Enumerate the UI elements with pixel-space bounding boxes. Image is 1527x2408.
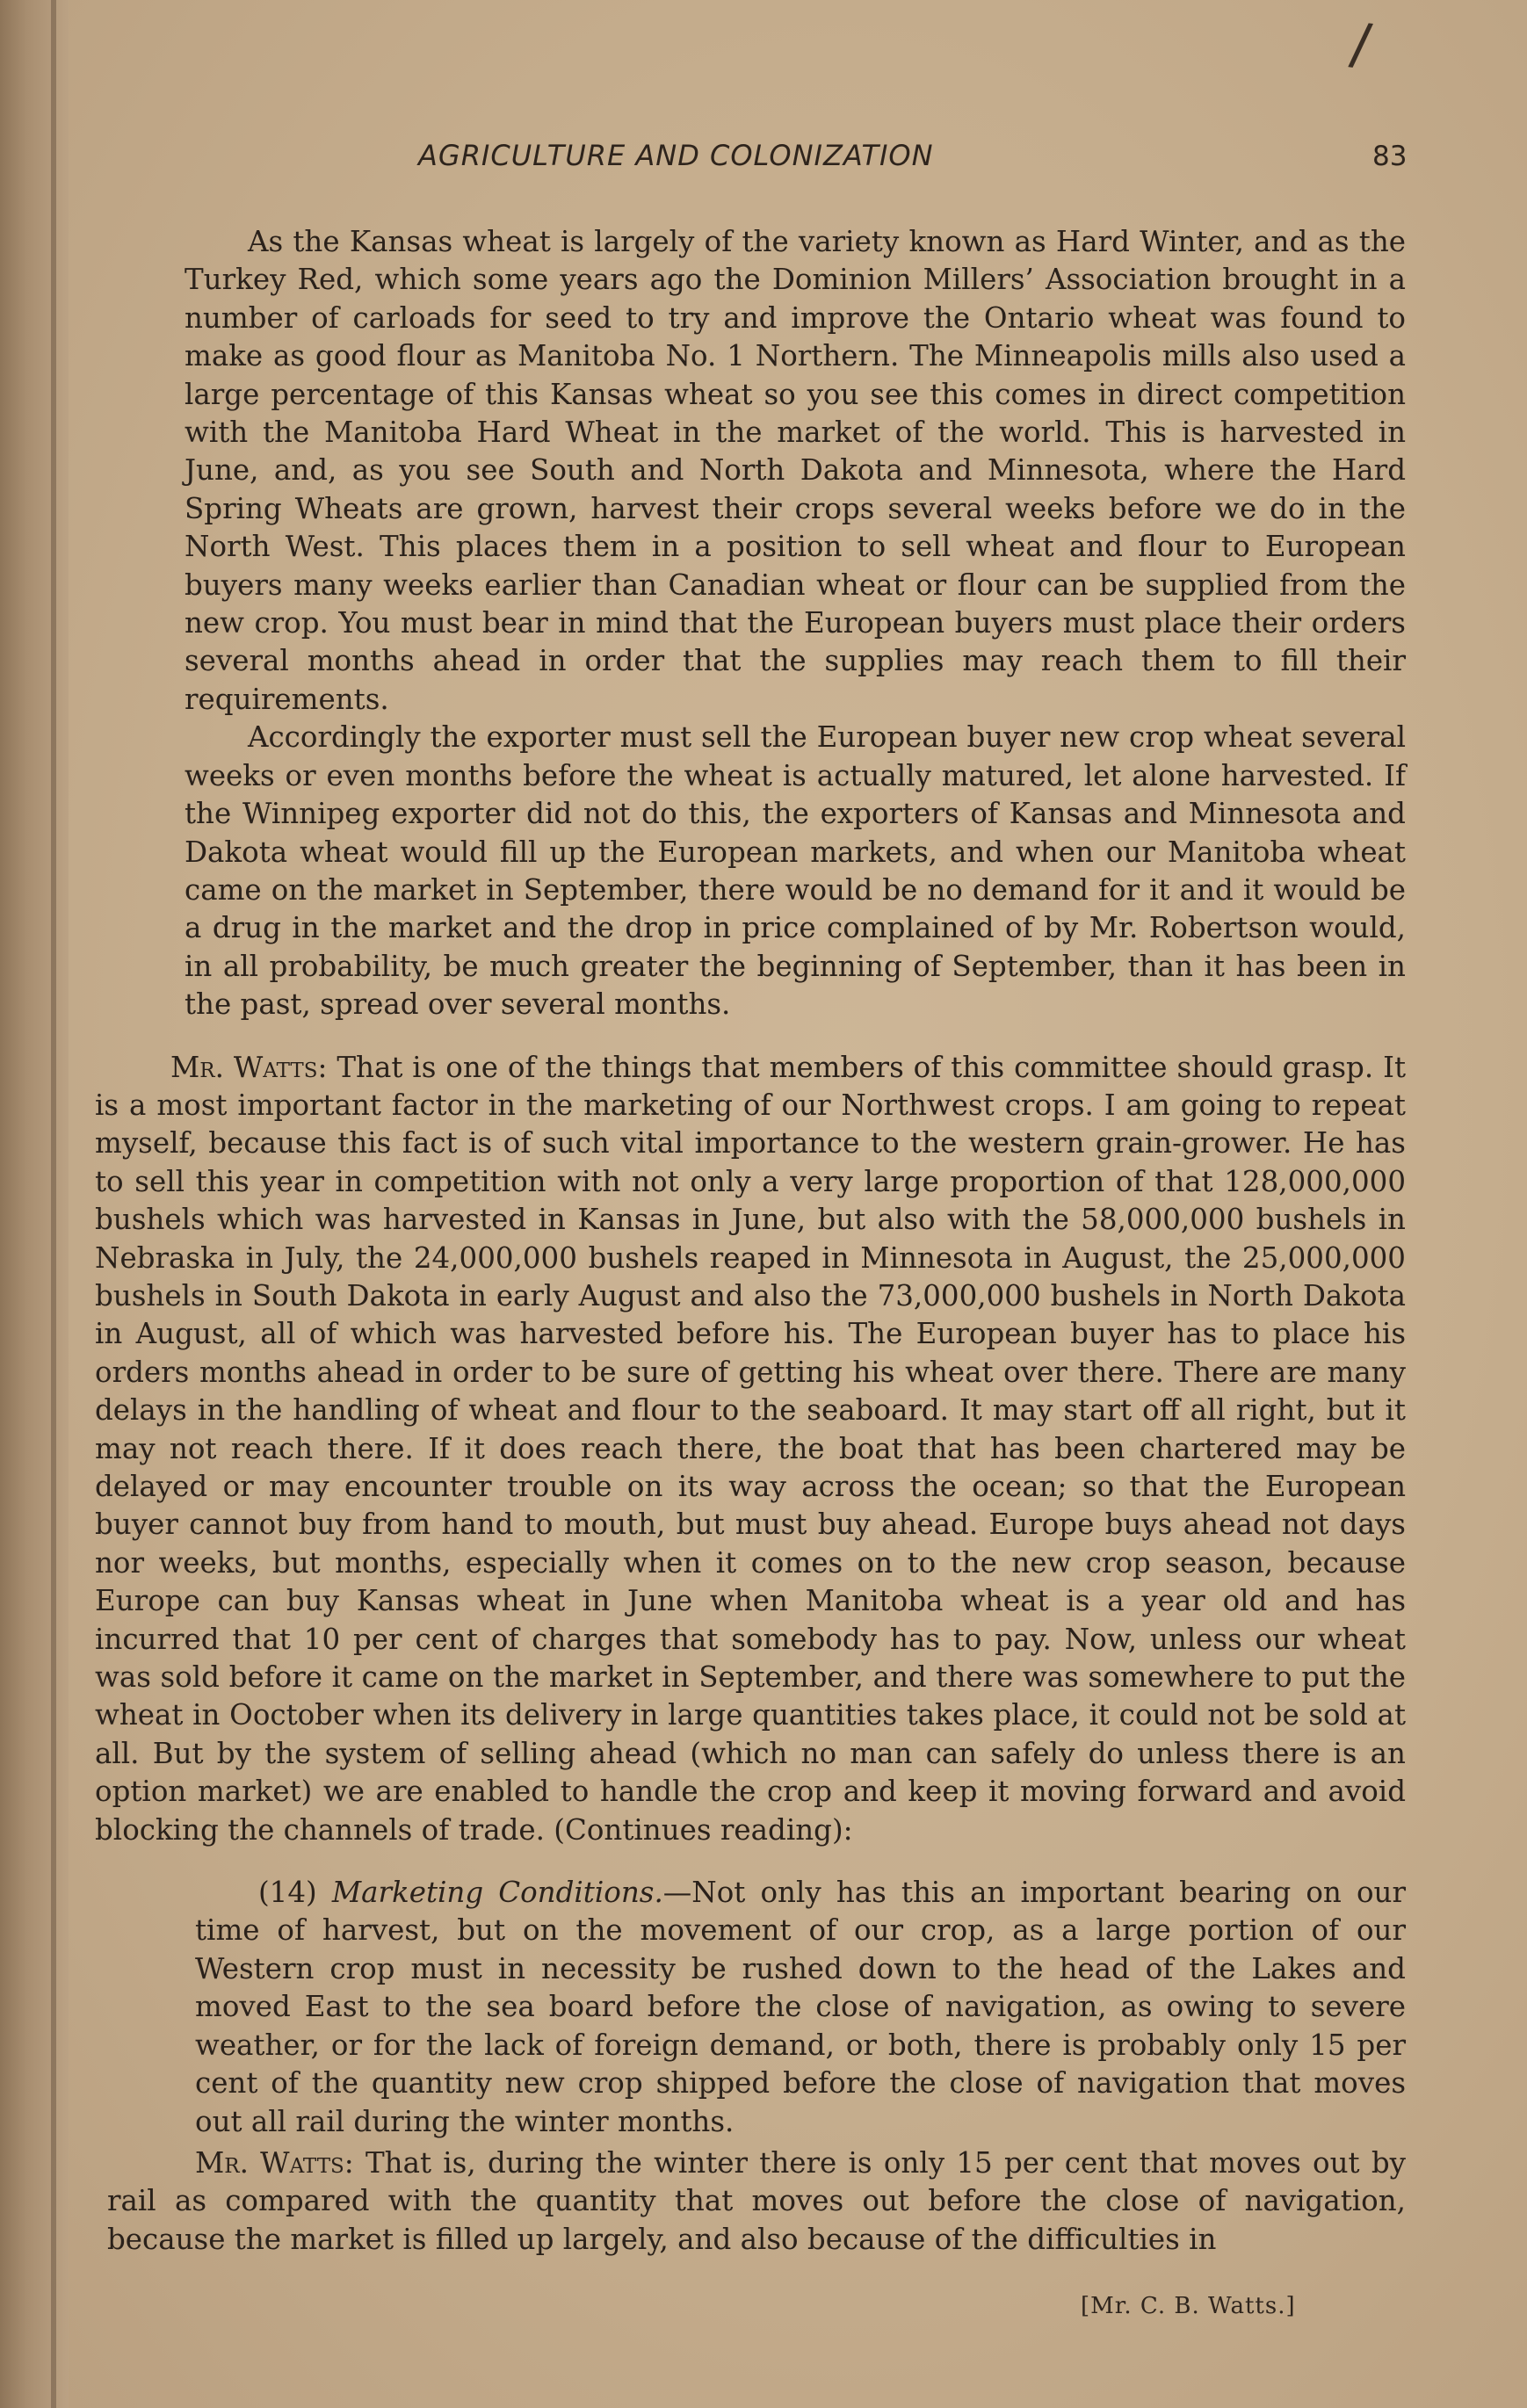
paragraph-watts-2	[107, 2144, 1406, 2259]
running-head: AGRICULTURE AND COLONIZATION	[418, 139, 934, 172]
page-number: 83	[1372, 141, 1408, 172]
paragraph-text: That is, during the winter there is only 15 per cent that moves out by rail as compared with the quantity that moves out before the close of navigation, because the market is filled up largely, and also because of the difficulties in	[107, 2145, 1407, 2256]
page-binding-edge	[0, 0, 69, 2408]
speaker-attribution: [Mr. C. B. Watts.]	[1081, 2293, 1296, 2319]
binding-shadow	[51, 0, 56, 2408]
paragraph-text: —Not only has this an important bearing on our time of harvest, but on the movement of our crop, as a large portion of our Western crop must in necessity be rushed down to the head of the Lakes and moved East to the sea board before the close of navigation, as owing to severe weather, or for the lack of foreign demand, or both, there is probably only 15 per cent of the quantity new crop shipped before the close of navigation that moves out all rail during the winter months.	[195, 1876, 1407, 2138]
paragraph-marketing-conditions	[195, 1874, 1406, 2141]
paragraph-kansas-wheat: As the Kansas wheat is largely of the variety known as Hard Winter, and as the Turkey Red, which some years ago the Dominion Millers’ Association brought in a number of carloads for seed to try and improve the Ontario wheat was found to make as good flour as Manitoba No. 1 Northern. The Minneapolis mills also used a large percentage of this Kansas wheat so you see this comes in direct competition with the Manitoba Hard Wheat in the market of the world. This is harvested in June, and, as you see South and North Dakota and Minnesota, where the Hard Spring Wheats are grown, harvest their crops several weeks before we do in the North West. This places them in a position to sell wheat and flour to European buyers many weeks earlier than Canadian wheat or flour can be supplied from the new crop. You must bear in mind that the European buyers must place their orders several months ahead in order that the supplies may reach them to fill their requirements.	[185, 225, 1406, 716]
pencil-mark: /	[1346, 11, 1375, 79]
speaker-name: Mr. Watts:	[170, 1050, 328, 1084]
section-title: Marketing Conditions.	[331, 1876, 663, 1910]
paragraph-text: That is one of the things that members of this committee should grasp. It is a most important factor in the marketing of our Northwest crops. I am going to repeat myself, because this fact is of such vital importance to the western grain-grower. He has to sell this year in competition with not only a very large proportion of that 128,000,000 bushels which was harvested in Kansas in June, but also with the 58,000,000 bushels in Nebraska in July, the 24,000,000 bushels reaped in Minnesota in August, the 25,000,000 bushels in South Dakota in early August and also the 73,000,000 bushels in North Dakota in August, all of which was harvested before his. The European buyer has to place his orders months ahead in order to be sure of getting his wheat over there. There are many delays in the handling of wheat and flour to the seaboard. It may start off all right, but it may not reach there. If it does reach there, the boat that has been chartered may be delayed or may encounter trouble on its way across the ocean; so that the European buyer cannot buy from hand to mouth, but must buy ahead. Europe buys ahead not days nor weeks, but months, especially when it comes on to the new crop season, because Europe can buy Kansas wheat in June when Manitoba wheat is a year old and has incurred that 10 per cent of charges that somebody has to pay. Now, unless our wheat was sold before it came on the market in September, and there was somewhere to put the wheat in Ooctober when its delivery in large quantities takes place, it could not be sold at all. But by the system of selling ahead (which no man can safely do unless there is an option market) we are enabled to handle the crop and keep it moving forward and avoid blocking the channels of trade. (Continues reading):	[95, 1050, 1407, 1847]
body-text	[95, 223, 1407, 2259]
section-number: (14)	[258, 1876, 332, 1910]
page-header	[176, 139, 1406, 183]
paragraph-accordingly: Accordingly the exporter must sell the European buyer new crop wheat several weeks or even months before the wheat is actually matured, let alone harvested. If the Winnipeg exporter did not do this, the exporters of Kansas and Minnesota and Dakota wheat would fill up the European markets, and when our Manitoba wheat came on the market in September, there would be no demand for it and it would be a drug in the market and the drop in price complained of by Mr. Robertson would, in all probability, be much greater the beginning of September, than it has been in the past, spread over several months.	[185, 720, 1406, 1022]
speaker-name: Mr. Watts:	[195, 2145, 354, 2180]
paragraph-watts-1	[95, 1049, 1406, 1850]
